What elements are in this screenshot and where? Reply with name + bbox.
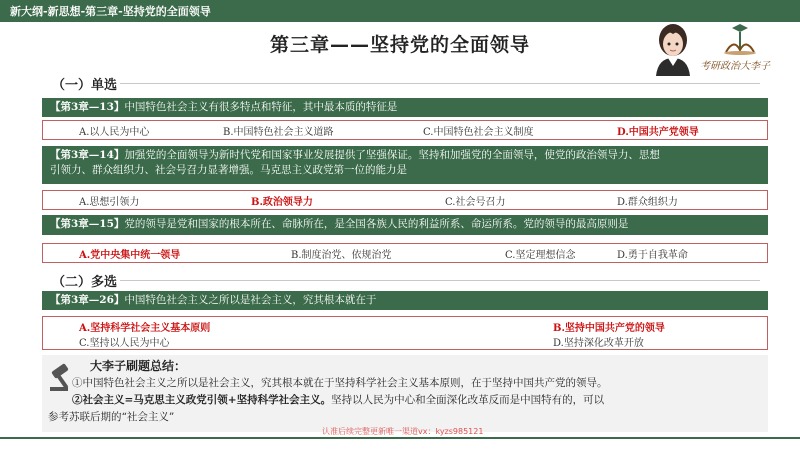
- option-b[interactable]: B.中国特色社会主义道路: [223, 127, 334, 138]
- summary-line-3: 参考苏联后期的“社会主义”: [48, 411, 175, 423]
- section-divider: [120, 83, 760, 84]
- option-b[interactable]: B.制度治党、依规治党: [291, 250, 392, 261]
- question-text: 加强党的全面领导为新时代党和国家事业发展提供了坚强保证。坚持和加强党的全面领导，使党的政治领导力、思想: [124, 149, 660, 161]
- option-a[interactable]: A.以人民为中心: [79, 127, 150, 138]
- logo-text: 考研政治大李子: [700, 61, 770, 72]
- logo-icon: [700, 24, 780, 56]
- question-text: 中国特色社会主义有很多特点和特征，其中最本质的特征是: [124, 101, 398, 113]
- section-multi: （二）多选: [52, 275, 118, 290]
- question-15: [42, 215, 768, 235]
- option-d[interactable]: D.群众组织力: [617, 197, 678, 208]
- option-c[interactable]: C.社会号召力: [445, 197, 506, 208]
- option-b-answer[interactable]: B.坚持中国共产党的领导: [553, 323, 665, 334]
- question-line-1: [50, 148, 760, 163]
- options-13: [42, 120, 768, 140]
- option-b-answer[interactable]: B.政治领导力: [251, 197, 313, 208]
- logo: [700, 24, 780, 74]
- page-title: 第三章——坚持党的全面领导: [270, 34, 531, 56]
- options-14: [42, 190, 768, 210]
- summary-box: [42, 355, 768, 432]
- avatar-icon: [648, 20, 698, 76]
- option-a-answer[interactable]: A.坚持科学社会主义基本原则: [79, 323, 211, 334]
- question-tag: 【第3章—26】: [50, 294, 125, 306]
- option-c[interactable]: C.坚持以人民为中心: [79, 338, 170, 349]
- question-tag: 【第3章—14】: [50, 149, 125, 161]
- option-c[interactable]: C.中国特色社会主义制度: [423, 127, 534, 138]
- question-text: 中国特色社会主义之所以是社会主义，究其根本就在于: [124, 294, 377, 306]
- question-13: [42, 98, 768, 117]
- option-a[interactable]: A.思想引领力: [79, 197, 140, 208]
- summary-line-2: [72, 392, 604, 407]
- summary-line-1: ①中国特色社会主义之所以是社会主义，究其根本就在于坚持科学社会主义基本原则，在于坚持中国共产党的领导。: [72, 377, 608, 389]
- question-tag: 【第3章—15】: [50, 218, 125, 230]
- footer-line: [0, 437, 800, 439]
- header-bar: [0, 0, 800, 22]
- option-d[interactable]: D.坚持深化改革开放: [553, 338, 644, 349]
- watermark: 认准后续完整更新唯一渠道vx：kyzs985121: [322, 427, 484, 436]
- option-c[interactable]: C.坚定理想信念: [505, 250, 576, 261]
- option-d-answer[interactable]: D.中国共产党领导: [617, 127, 699, 138]
- question-14: [42, 146, 768, 184]
- option-a-answer[interactable]: A.党中央集中统一领导: [79, 250, 181, 261]
- question-text: 党的领导是党和国家的根本所在、命脉所在，是全国各族人民的利益所系、命运所系。党的领导的最高原则是: [124, 218, 629, 230]
- option-d[interactable]: D.勇于自我革命: [617, 250, 688, 261]
- summary-line-2-rest: 坚持以人民为中心和全面深化改革反而是中国特有的，可以: [331, 394, 605, 406]
- question-tag: 【第3章—13】: [50, 101, 125, 113]
- section-single: （一）单选: [52, 78, 118, 93]
- section-divider: [120, 280, 760, 281]
- summary-line-2-bold: ②社会主义=马克思主义政党引领+坚持科学社会主义。: [72, 394, 332, 406]
- question-26: [42, 291, 768, 310]
- options-26: [42, 316, 768, 350]
- question-line-2: 引领力、群众组织力、社会号召力显著增强。马克思主义政党第一位的能力是: [50, 164, 407, 176]
- summary-title: 大李子刷题总结：: [90, 359, 187, 373]
- options-15: [42, 243, 768, 263]
- breadcrumb: 新大纲-新思想-第三章-坚持党的全面领导: [10, 5, 211, 18]
